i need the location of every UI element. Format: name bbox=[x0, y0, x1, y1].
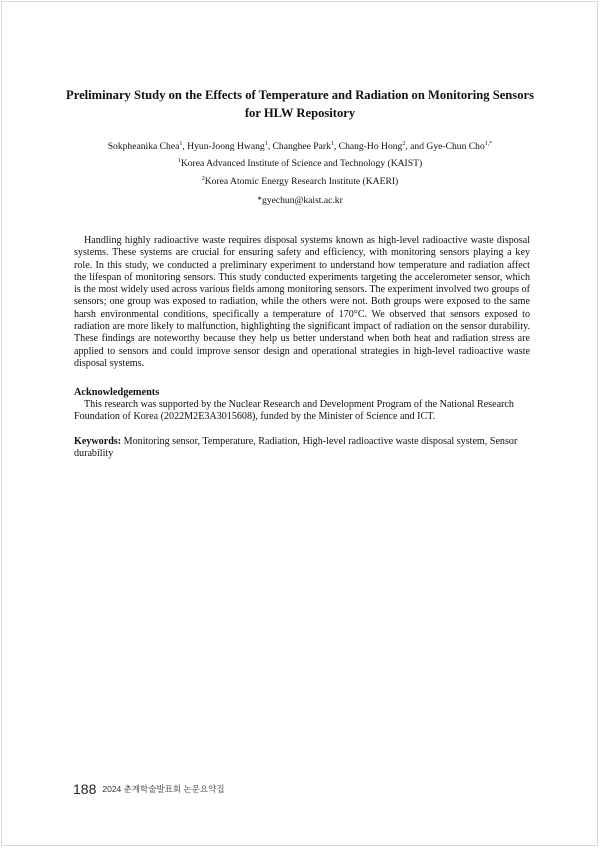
keywords-label: Keywords: bbox=[74, 436, 122, 447]
author: Sokpheanika Chea$^1$, bbox=[107, 141, 188, 152]
affiliation-1: $^1$Korea Advanced Institute of Science and Technology (KAIST) bbox=[177, 158, 423, 169]
acknowledgements-text: This research was supported by the Nuclear Research and Development Program of the National Research Foundation of Korea (2022M2E3A3015608), funded by the Minister of Science and ICT. bbox=[74, 399, 514, 423]
corresponding-email: *gyechun@kaist.ac.kr bbox=[257, 195, 343, 206]
acknowledgements-heading: Acknowledgements bbox=[74, 387, 160, 398]
abstract-text: Handling highly radioactive waste requires disposal systems known as high-level radioactive waste disposal systems. These systems are crucial for ensuring safety and efficiency, with monitoring sensors playing a key role. In this study, we conducted a preliminary experiment to understand how temperature and radiation affect the lifespan of monitoring sensors. This study conducted experiments targeting the accelerometer sensor, which is the most widely used across various fields among monitoring sensors. The experiment involved two groups of sensors; one group was exposed to radiation, while the others were not. Both groups were exposed to the same harsh environmental conditions, specifically a temperature of 170°C. We observed that sensors exposed to radiation are more likely to malfunction, highlighting the significant impact of radiation on the sensor durability. These findings are noteworthy because they help us better understand when both heat and radiation stress are applied to sensors and could improve sensor design and operational strategies in high-level radioactive waste disposal systems. bbox=[74, 235, 530, 369]
keywords-text: Monitoring sensor, Temperature, Radiation, High-level radioactive waste disposal system, Sensor durability bbox=[74, 436, 518, 460]
page-footer bbox=[73, 780, 225, 798]
author: Hyun-Joong Hwang$^1$, bbox=[187, 141, 273, 152]
paper-title: Preliminary Study on the Effects of Temperature and Radiation on Monitoring Sensors for HLW Repository bbox=[66, 88, 534, 120]
footer-text: 2024 춘계학술발표회 논문요약집 bbox=[102, 783, 225, 794]
keywords bbox=[74, 436, 536, 461]
author: Chang-Ho Hong$^2$, and bbox=[338, 141, 427, 152]
author-list bbox=[40, 141, 560, 153]
page-number: 188 bbox=[73, 780, 97, 797]
author: Changhee Park$^1$, bbox=[272, 141, 339, 152]
author: Gye-Chun Cho$^{1,*}$ bbox=[426, 141, 493, 152]
affiliation-2: $^2$Korea Atomic Energy Research Institute (KAERI) bbox=[201, 176, 399, 187]
